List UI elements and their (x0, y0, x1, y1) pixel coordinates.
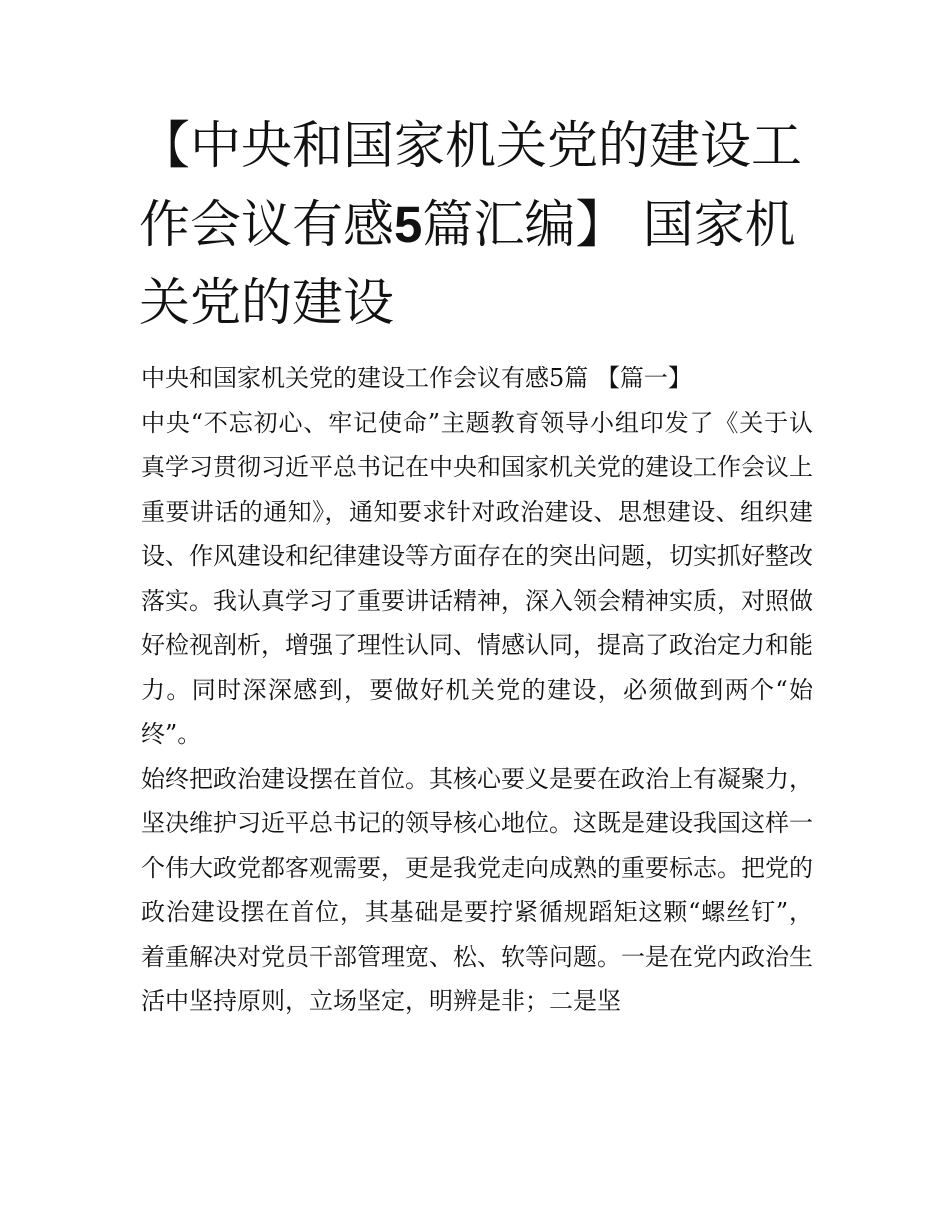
document-body (141, 356, 813, 1024)
section-heading: 中央和国家机关党的建设工作会议有感5篇 【篇一】 (141, 364, 692, 392)
document-title (139, 108, 819, 343)
document-title-part2: 篇汇编】 国家机关党的建设 (139, 196, 796, 333)
document-title-part1: 【中央和国家机关党的建设工作会议有感 (139, 117, 803, 255)
body-paragraph-1: 中央“不忘初心、牢记使命”主题教育领导小组印发了《关于认真学习贯彻习近平总书记在中央和国家机关党的建设工作会议上重要讲话的通知》，通知要求针对政治建设、思想建设、组织建设、作风建设和纪律建设等方面存在的突出问题，切实抓好整改落实。我认真学习了重要讲话精神，深入领会精神实质，对照做好检视剖析，增强了理性认同、情感认同，提高了政治定力和能力。同时深深感到，要做好机关党的建设，必须做到两个“始终”。 (141, 408, 813, 748)
body-paragraph-2: 始终把政治建设摆在首位。其核心要义是要在政治上有凝聚力，坚决维护习近平总书记的领导核心地位。这既是建设我国这样一个伟大政党都客观需要，更是我党走向成熟的重要标志。把党的政治建设摆在首位，其基础是要拧紧循规蹈矩这颗“螺丝钉”，着重解决对党员干部管理宽、松、软等问题。一是在党内政治生活中坚持原则，立场坚定，明辨是非；二是坚 (141, 764, 813, 1015)
document-title-number: 5 (394, 196, 423, 253)
